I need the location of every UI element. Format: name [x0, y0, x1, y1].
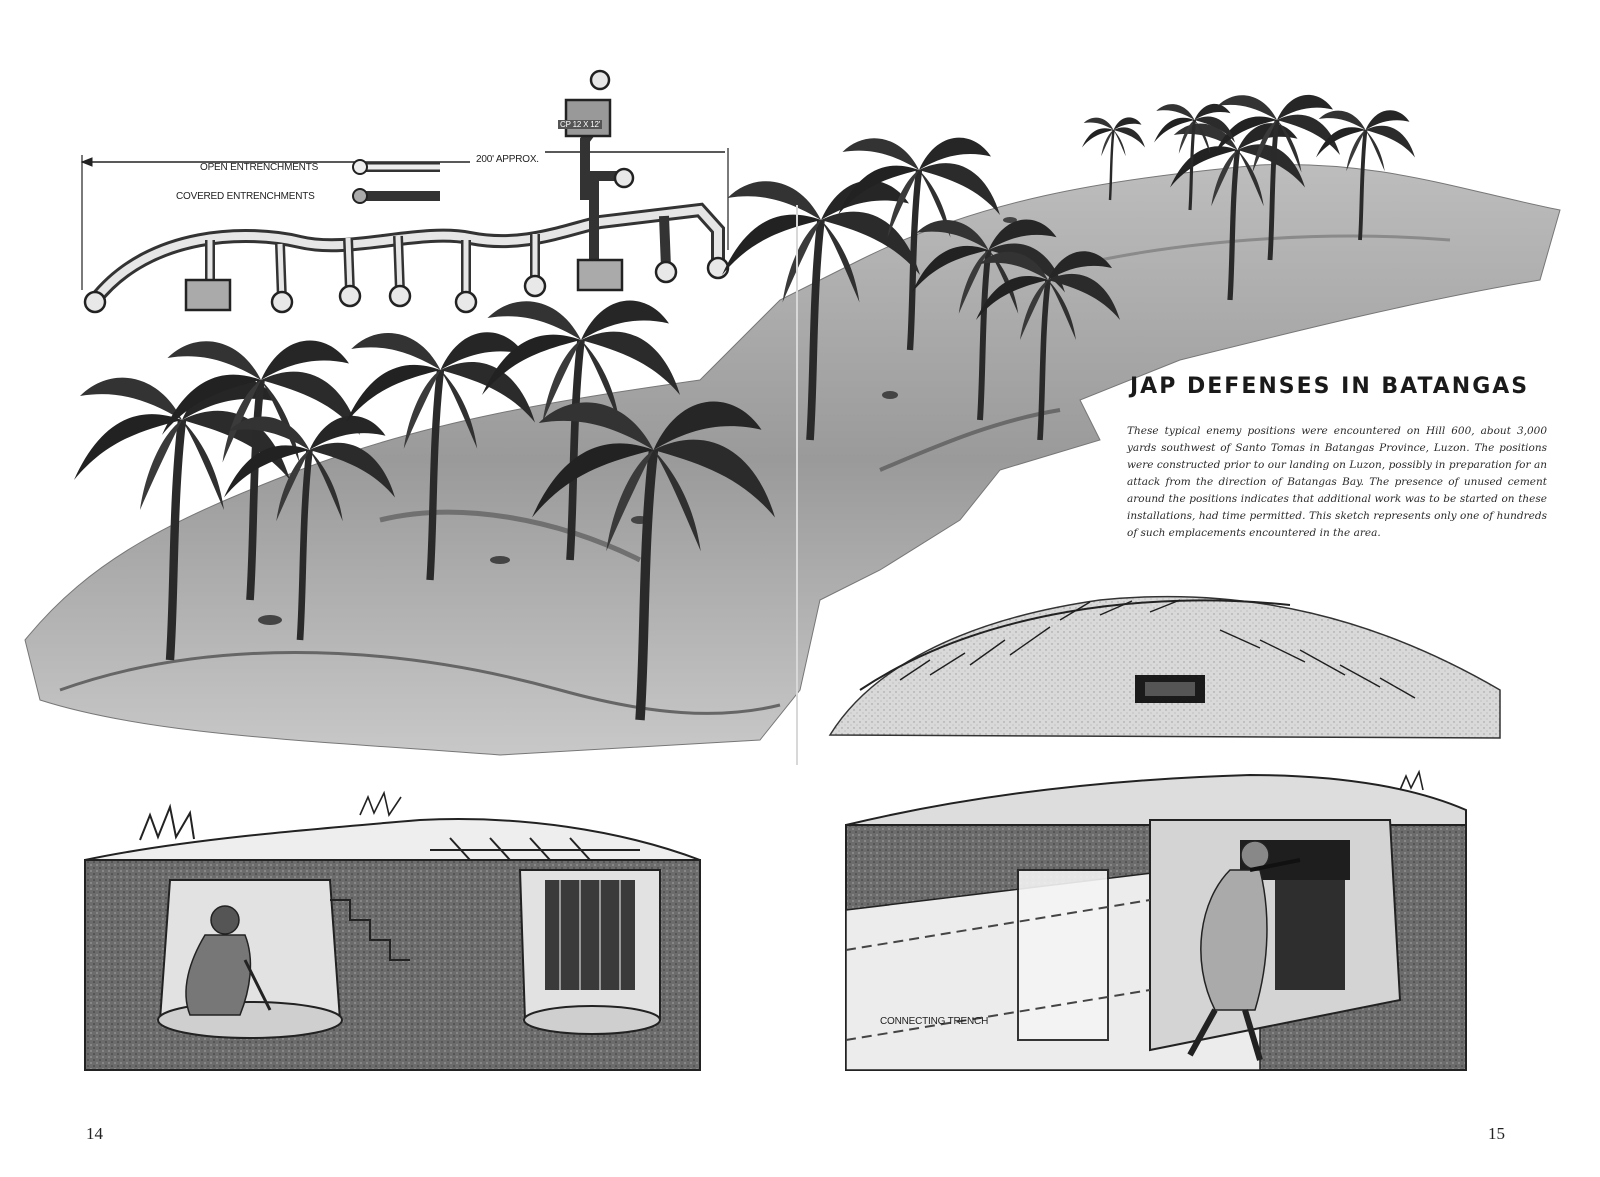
article-title: JAP DEFENSES IN BATANGAS [1130, 374, 1530, 399]
legend-open-label: OPEN ENTRENCHMENTS [200, 162, 319, 173]
dimension-label: 200' APPROX. [476, 154, 539, 165]
camouflaged-pillbox [830, 597, 1500, 738]
cp-label: CP 12 X 12' [560, 120, 601, 129]
article-caption: These typical enemy positions were encountered on Hill 600, about 3,000 yards southwest of Santo Tomas in Batangas Province, Luzon. The positions were constructed prior to our landing on Luzon, possibly in preparation for an attack from the direction of Batangas Bay. The presence of unused cement around the positions indicates that additional work was to be started on these installations, had time permitted. This sketch represents only one of hundreds of such emplacements encountered in the area. [1127, 425, 1547, 539]
page-gutter [796, 205, 798, 765]
page-number-left: 14 [86, 1124, 103, 1143]
cutaway-foxholes [85, 793, 700, 1070]
legend-covered-label: COVERED ENTRENCHMENTS [176, 191, 315, 202]
connecting-trench-label: CONNECTING TRENCH [880, 1016, 989, 1027]
page-number-right: 15 [1488, 1124, 1505, 1143]
